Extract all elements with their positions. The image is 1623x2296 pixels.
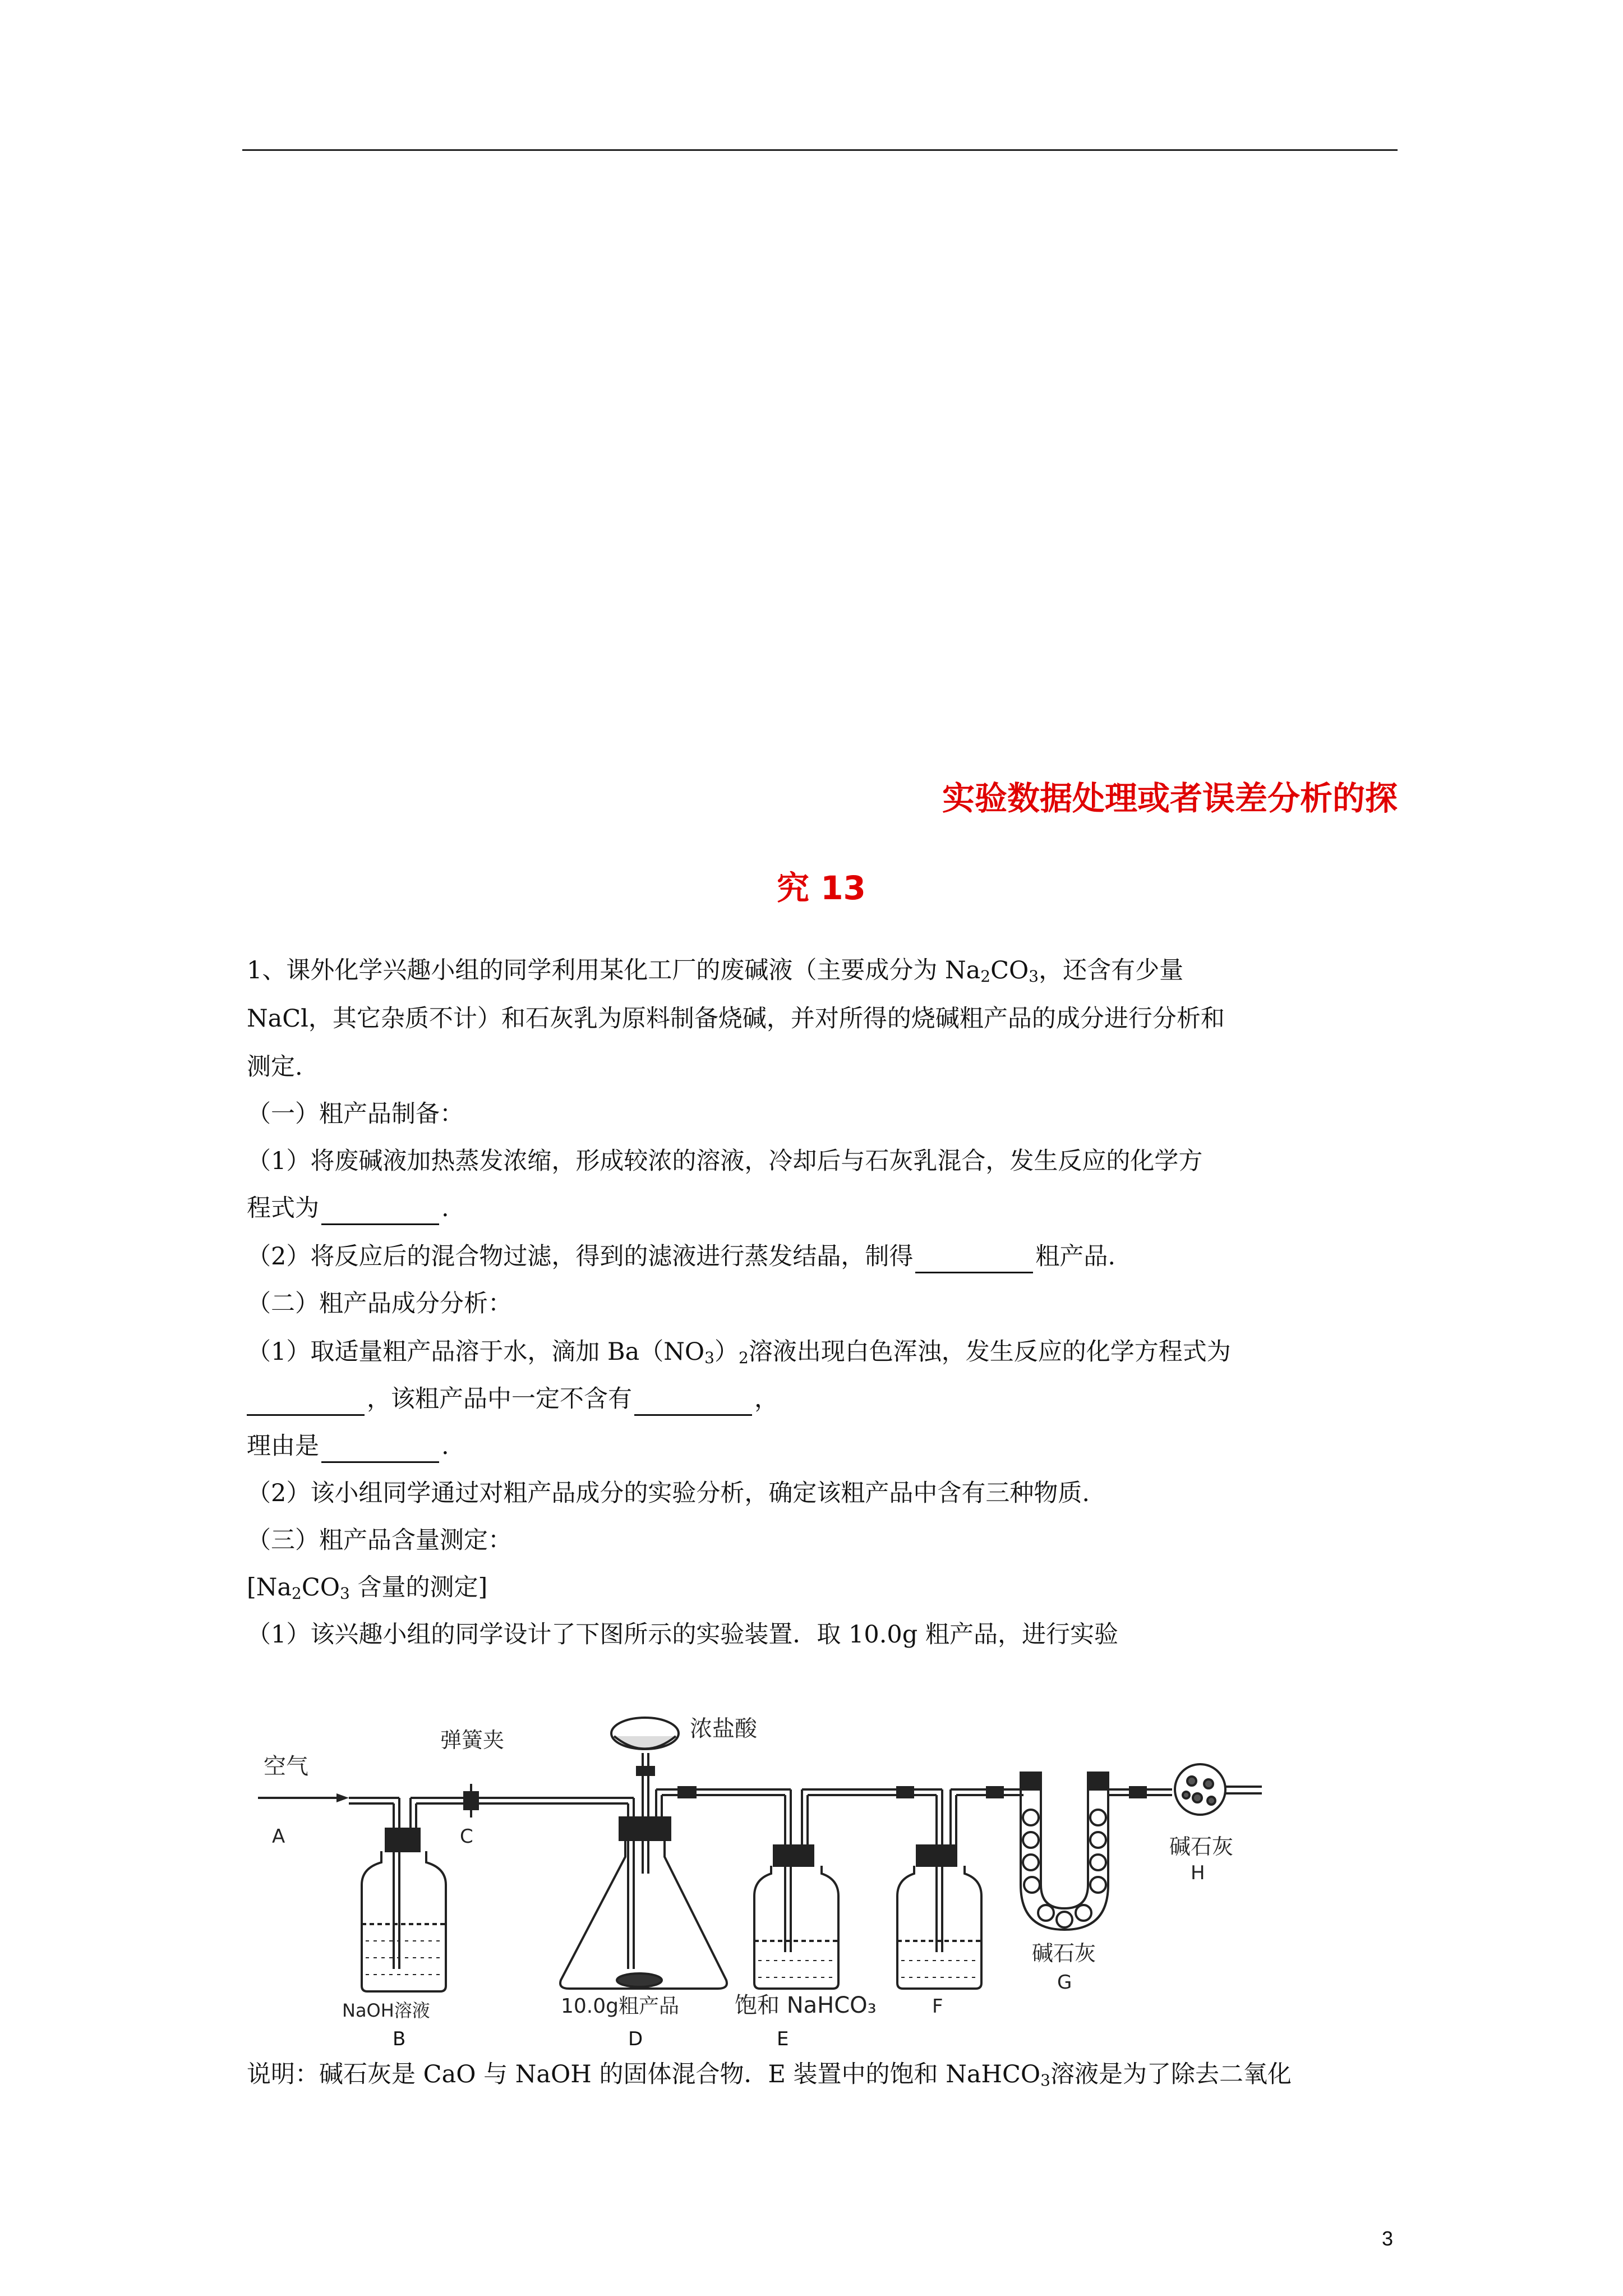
drying-tube-H bbox=[1175, 1764, 1262, 1815]
label-F: F bbox=[932, 1995, 943, 2018]
question-intro-line1: 1、课外化学兴趣小组的同学利用某化工厂的废碱液（主要成分为 $Na_2CO_3$，还含有少量 bbox=[247, 956, 1184, 986]
answer-blank[interactable] bbox=[321, 1437, 439, 1463]
section3-subheading: [$Na_2CO_3$ 含量的测定] bbox=[247, 1573, 488, 1603]
section-heading-2: （二）粗产品成分分析： bbox=[247, 1290, 512, 1318]
section1-q1-line1: （1）将废碱液加热蒸发浓缩，形成较浓的溶液，冷却后与石灰乳混合，发生反应的化学方 bbox=[247, 1147, 1203, 1175]
label-H: H bbox=[1191, 1862, 1205, 1884]
spring-clamp-C bbox=[464, 1784, 478, 1818]
explanation-note: 说明：碱石灰是 CaO 与 NaOH 的固体混合物．E 装置中的饱和 NaHCO$_3$溶液是为了除去二氧化 bbox=[247, 2060, 1292, 2090]
label-D-visible: D bbox=[628, 2028, 643, 2050]
bottle-B bbox=[362, 1829, 446, 1991]
label-sample: 10.0g粗产品 bbox=[561, 1995, 680, 2018]
answer-blank[interactable] bbox=[915, 1247, 1033, 1273]
answer-blank[interactable] bbox=[247, 1389, 365, 1416]
label-clamp: 弹簧夹 bbox=[440, 1728, 505, 1752]
answer-blank[interactable] bbox=[321, 1199, 439, 1225]
label-G: G bbox=[1057, 1971, 1072, 1994]
section2-q2: （2）该小组同学通过对粗产品成分的实验分析，确定该粗产品中含有三种物质. bbox=[247, 1479, 1090, 1507]
label-naoh-solution: NaOH溶液 bbox=[342, 2000, 430, 2019]
label-C: C bbox=[460, 1825, 473, 1848]
section1-q2: （2）将反应后的混合物过滤，得到的滤液进行蒸发结晶，制得 粗产品. bbox=[247, 1240, 1115, 1273]
label-saturated-nahco3: 饱和 NaHCO₃ bbox=[735, 1993, 877, 2018]
section1-q1-line2: 程式为 . bbox=[247, 1191, 449, 1225]
section-heading-1: （一）粗产品制备： bbox=[247, 1100, 464, 1128]
label-B-visible: B bbox=[393, 2028, 406, 2050]
section2-q1-line3: 理由是 . bbox=[247, 1429, 449, 1463]
u-tube-G bbox=[1021, 1773, 1108, 1930]
apparatus-diagram bbox=[247, 1705, 1267, 2019]
label-air: 空气 bbox=[264, 1754, 308, 1779]
label-E-visible: E bbox=[777, 2028, 789, 2050]
section3-q1: （1）该兴趣小组的同学设计了下图所示的实验装置．取 10.0g 粗产品，进行实验 bbox=[247, 1621, 1118, 1649]
label-conc-hcl: 浓盐酸 bbox=[690, 1716, 757, 1742]
answer-blank[interactable] bbox=[634, 1389, 752, 1416]
page-title-line2: 究 13 bbox=[777, 869, 866, 907]
bottle-F bbox=[897, 1846, 981, 1989]
page-title-line1: 实验数据处理或者误差分析的探 bbox=[942, 779, 1398, 817]
label-A: A bbox=[272, 1825, 285, 1848]
section2-q1-line1: （1）取适量粗产品溶于水，滴加 $Ba(NO_3)_2$溶液出现白色浑浊，发生反应的化学方程式为 bbox=[247, 1338, 1231, 1367]
bottle-E bbox=[754, 1846, 838, 1989]
page-number: 3 bbox=[1381, 2227, 1393, 2250]
section-heading-3: （三）粗产品含量测定： bbox=[247, 1526, 512, 1554]
header-rule bbox=[242, 149, 1398, 151]
label-soda-lime-G: 碱石灰 bbox=[1032, 1941, 1096, 1966]
question-intro-line2: NaCl，其它杂质不计）和石灰乳为原料制备烧碱，并对所得的烧碱粗产品的成分进行分析和 bbox=[247, 1005, 1225, 1033]
section2-q1-line2: ，该粗产品中一定不含有 ， bbox=[247, 1382, 778, 1416]
label-soda-lime-H: 碱石灰 bbox=[1169, 1834, 1234, 1859]
question-intro-line3: 测定. bbox=[247, 1053, 303, 1081]
